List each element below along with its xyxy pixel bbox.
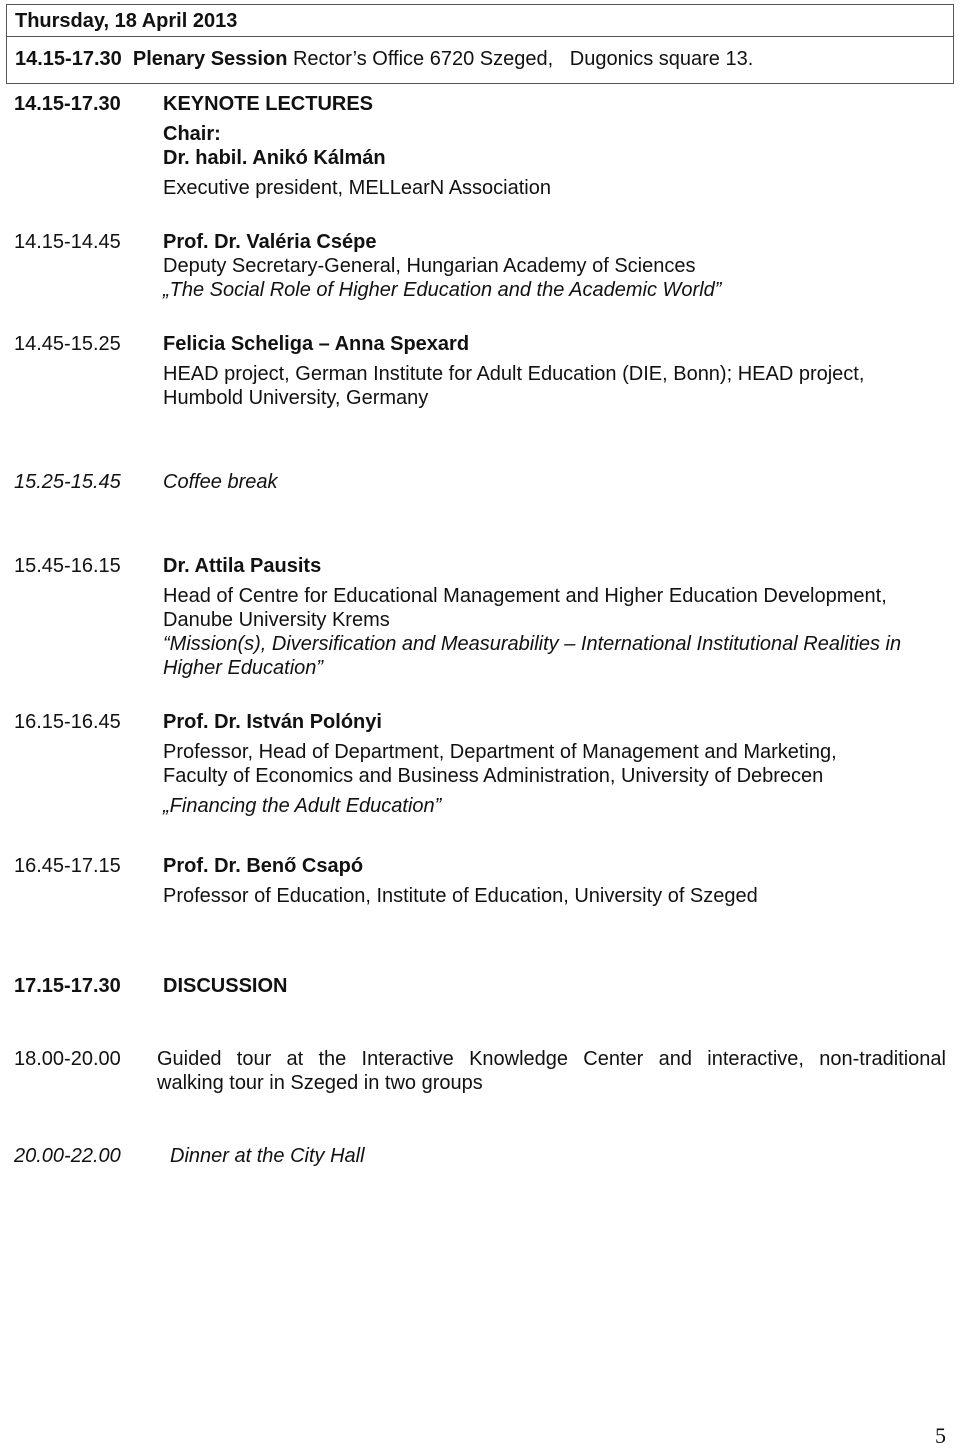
talk-time: 15.45-16.15 [14,555,121,577]
chair-role: Executive president, MELLearN Association [163,177,551,199]
talk-title-line-2: Higher Education” [163,657,324,679]
plenary-location: Rector’s Office 6720 Szeged, Dugonics square 13. [292,48,754,70]
talk-time: 14.15-14.45 [14,231,121,253]
discussion-label: DISCUSSION [163,975,288,997]
tour-line-1: Guided tour at the Interactive Knowledge Center and interactive, non-traditional [157,1048,946,1070]
dinner-time: 20.00-22.00 [14,1145,121,1167]
chair-label: Chair: [163,123,221,145]
talk-title: „The Social Role of Higher Education and the Academic World” [163,279,722,301]
talk-speaker: Prof. Dr. István Polónyi [163,711,382,733]
talk-title: „Financing the Adult Education” [163,795,442,817]
day-title: Thursday, 18 April 2013 [7,5,953,37]
talk-speaker: Prof. Dr. Benő Csapó [163,855,364,877]
chair-name: Dr. habil. Anikó Kálmán [163,147,386,169]
talk-time: 16.45-17.15 [14,855,121,877]
tour-line-2: walking tour in Szeged in two groups [157,1072,483,1094]
talk-affiliation-line-2: Humbold University, Germany [163,387,429,409]
break-time: 15.25-15.45 [14,471,121,493]
talk-title-line-1: “Mission(s), Diversification and Measurability – International Institutional Realities in [163,633,902,655]
day-header-box [6,4,954,84]
talk-time: 16.15-16.45 [14,711,121,733]
plenary-title: Plenary Session [132,48,288,70]
discussion-time: 17.15-17.30 [14,975,121,997]
keynote-time: 14.15-17.30 [14,93,121,115]
talk-speaker: Felicia Scheliga – Anna Spexard [163,333,470,355]
plenary-time: 14.15-17.30 [15,48,122,70]
keynote-title: KEYNOTE LECTURES [163,93,374,115]
coffee-break-label: Coffee break [163,471,278,493]
talk-affiliation-line-1: Professor, Head of Department, Department of Management and Marketing, [163,741,837,763]
talk-time: 14.45-15.25 [14,333,121,355]
talk-affiliation: Deputy Secretary-General, Hungarian Academy of Sciences [163,255,696,277]
talk-affiliation: Professor of Education, Institute of Education, University of Szeged [163,885,758,907]
talk-affiliation-line-1: Head of Centre for Educational Management and Higher Education Development, [163,585,887,607]
talk-speaker: Prof. Dr. Valéria Csépe [163,231,377,253]
page-number: 5 [935,1423,946,1448]
dinner-label: Dinner at the City Hall [170,1145,365,1167]
talk-speaker: Dr. Attila Pausits [163,555,322,577]
talk-affiliation-line-2: Danube University Krems [163,609,390,631]
talk-affiliation-line-1: HEAD project, German Institute for Adult Education (DIE, Bonn); HEAD project, [163,363,865,385]
tour-time: 18.00-20.00 [14,1048,121,1070]
talk-affiliation-line-2: Faculty of Economics and Business Administration, University of Debrecen [163,765,824,787]
plenary-line [15,47,753,71]
